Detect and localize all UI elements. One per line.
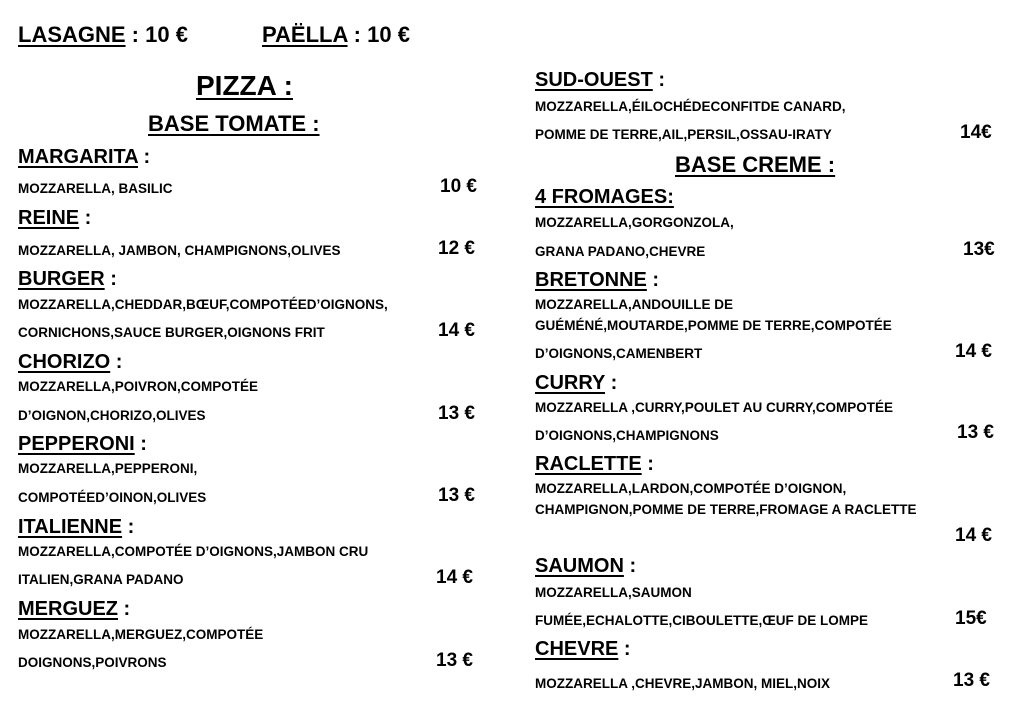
- ingredients-curry-1: MOZZARELLA ,CURRY,POULET AU CURRY,COMPOTÉE: [535, 400, 894, 415]
- price-bretonne: 14 €: [955, 341, 992, 362]
- base-tomate-heading: BASE TOMATE :: [148, 111, 320, 136]
- price-margarita: 10 €: [440, 176, 477, 197]
- lasagne-name: LASAGNE: [18, 22, 126, 47]
- ingredients-reine: MOZZARELLA, JAMBON, CHAMPIGNONS,OLIVES: [18, 243, 341, 258]
- item-name-chevre: CHEVRE :: [535, 638, 631, 660]
- item-name-raclette: RACLETTE :: [535, 453, 654, 475]
- price-4-fromages: 13€: [963, 239, 995, 260]
- ingredients-bretonne-1: MOZZARELLA,ANDOUILLE DE: [535, 297, 733, 312]
- ingredients-sud-ouest-1: MOZZARELLA,ÉILOCHÉDECONFITDE CANARD,: [535, 99, 846, 114]
- item-name-bretonne: BRETONNE :: [535, 269, 660, 291]
- ingredients-merguez-2: DOIGNONS,POIVRONS: [18, 655, 167, 670]
- item-name-chorizo: CHORIZO :: [18, 351, 123, 373]
- ingredients-raclette-2: CHAMPIGNON,POMME DE TERRE,FROMAGE A RACLETTE: [535, 502, 917, 517]
- price-reine: 12 €: [438, 238, 475, 259]
- item-name-merguez: MERGUEZ :: [18, 598, 131, 620]
- price-curry: 13 €: [957, 422, 994, 443]
- item-name-burger: BURGER :: [18, 268, 117, 290]
- lasagne-sep: :: [125, 22, 146, 47]
- lasagne-price: 10 €: [145, 22, 188, 47]
- ingredients-4-fromages-1: MOZZARELLA,GORGONZOLA,: [535, 215, 734, 230]
- price-pepperoni: 13 €: [438, 485, 475, 506]
- item-name-saumon: SAUMON :: [535, 555, 637, 577]
- price-burger: 14 €: [438, 320, 475, 341]
- price-italienne: 14 €: [436, 567, 473, 588]
- ingredients-margarita: MOZZARELLA, BASILIC: [18, 181, 173, 196]
- item-name-pepperoni: PEPPERONI :: [18, 433, 147, 455]
- price-merguez: 13 €: [436, 650, 473, 671]
- ingredients-chorizo-1: MOZZARELLA,POIVRON,COMPOTÉE: [18, 379, 259, 394]
- price-sud-ouest: 14€: [960, 122, 992, 143]
- item-name-sud-ouest: SUD-OUEST :: [535, 69, 666, 91]
- price-chorizo: 13 €: [438, 403, 475, 424]
- ingredients-bretonne-3: D’OIGNONS,CAMENBERT: [535, 346, 703, 361]
- ingredients-burger-1: MOZZARELLA,CHEDDAR,BŒUF,COMPOTÉED’OIGNONS,: [18, 297, 388, 312]
- ingredients-merguez-1: MOZZARELLA,MERGUEZ,COMPOTÉE: [18, 627, 264, 642]
- ingredients-saumon-2: FUMÉE,ECHALOTTE,CIBOULETTE,ŒUF DE LOMPE: [535, 613, 868, 628]
- ingredients-italienne-2: ITALIEN,GRANA PADANO: [18, 572, 184, 587]
- ingredients-chorizo-2: D’OIGNON,CHORIZO,OLIVES: [18, 408, 206, 423]
- paella-name: PAËLLA: [262, 22, 348, 47]
- ingredients-italienne-1: MOZZARELLA,COMPOTÉE D’OIGNONS,JAMBON CRU: [18, 544, 369, 559]
- price-saumon: 15€: [955, 608, 987, 629]
- ingredients-raclette-1: MOZZARELLA,LARDON,COMPOTÉE D’OIGNON,: [535, 481, 847, 496]
- ingredients-chevre: MOZZARELLA ,CHEVRE,JAMBON, MIEL,NOIX: [535, 676, 831, 691]
- item-name-4-fromages: 4 FROMAGES:: [535, 186, 674, 208]
- ingredients-pepperoni-2: COMPOTÉED’OINON,OLIVES: [18, 490, 207, 505]
- pizza-heading: PIZZA :: [196, 70, 293, 101]
- ingredients-sud-ouest-2: POMME DE TERRE,AIL,PERSIL,OSSAU-IRATY: [535, 127, 832, 142]
- paella-sep: :: [347, 22, 368, 47]
- ingredients-4-fromages-2: GRANA PADANO,CHEVRE: [535, 244, 706, 259]
- item-name-margarita: MARGARITA :: [18, 146, 151, 168]
- ingredients-pepperoni-1: MOZZARELLA,PEPPERONI,: [18, 461, 198, 476]
- item-name-curry: CURRY :: [535, 372, 618, 394]
- price-raclette: 14 €: [955, 525, 992, 546]
- lasagne-line: [18, 22, 188, 48]
- ingredients-burger-2: CORNICHONS,SAUCE BURGER,OIGNONS FRIT: [18, 325, 325, 340]
- ingredients-bretonne-2: GUÉMÉNÉ,MOUTARDE,POMME DE TERRE,COMPOTÉE: [535, 318, 892, 333]
- paella-price: 10 €: [367, 22, 410, 47]
- ingredients-saumon-1: MOZZARELLA,SAUMON: [535, 585, 692, 600]
- item-name-reine: REINE :: [18, 207, 92, 229]
- paella-line: [262, 22, 410, 48]
- item-name-italienne: ITALIENNE :: [18, 516, 135, 538]
- price-chevre: 13 €: [953, 670, 990, 691]
- base-creme-heading: BASE CREME :: [675, 152, 836, 177]
- ingredients-curry-2: D’OIGNONS,CHAMPIGNONS: [535, 428, 719, 443]
